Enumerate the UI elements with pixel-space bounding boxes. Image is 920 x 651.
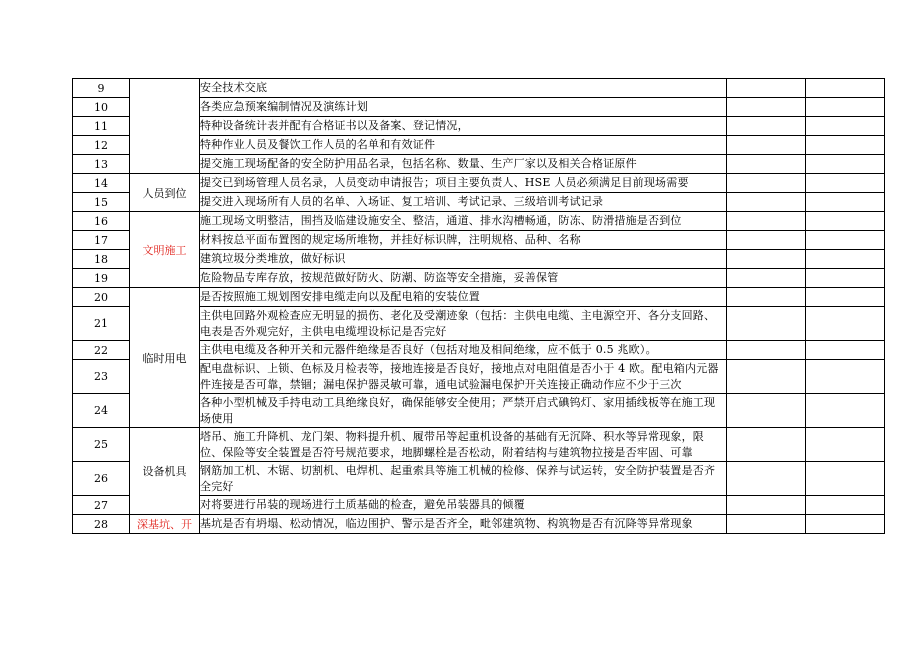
blank-cell: [727, 136, 806, 155]
blank-cell: [806, 79, 885, 98]
blank-cell: [727, 98, 806, 117]
blank-cell: [727, 212, 806, 231]
category-civilized: 文明施工: [130, 212, 200, 288]
blank-cell: [806, 428, 885, 462]
blank-cell: [806, 117, 885, 136]
category-equipment: 设备机具: [130, 428, 200, 515]
category-personnel: 人员到位: [130, 174, 200, 212]
row-content: 对将要进行吊装的现场进行土质基础的检查，避免吊装器具的倾覆: [200, 496, 727, 515]
blank-cell: [727, 250, 806, 269]
row-content: 各类应急预案编制情况及演练计划: [200, 98, 727, 117]
row-content: 配电盘标识、上锁、色标及月检表等，接地连接是否良好，接地点对电阻值是否小于 4 欧。配电箱内元器件连接是否可靠，禁锢；漏电保护器灵敏可靠，通电试验漏电保护开关连接正确动作应不少于三次: [200, 360, 727, 394]
blank-cell: [727, 360, 806, 394]
row-number: 15: [73, 193, 130, 212]
blank-cell: [806, 462, 885, 496]
blank-cell: [806, 360, 885, 394]
blank-cell: [727, 394, 806, 428]
blank-cell: [806, 341, 885, 360]
row-content: 钢筋加工机、木锯、切割机、电焊机、起重索具等施工机械的检修、保养与试运转，安全防护装置是否齐全完好: [200, 462, 727, 496]
row-content: 施工现场文明整洁，围挡及临建设施安全、整洁，通道、排水沟槽畅通，防冻、防滑措施是否到位: [200, 212, 727, 231]
row-number: 18: [73, 250, 130, 269]
blank-cell: [727, 496, 806, 515]
row-number: 13: [73, 155, 130, 174]
table-row: [73, 212, 885, 231]
table-row: [73, 515, 885, 534]
row-content: 提交施工现场配备的安全防护用品名录，包括名称、数量、生产厂家以及相关合格证原件: [200, 155, 727, 174]
blank-cell: [806, 269, 885, 288]
blank-cell: [727, 515, 806, 534]
row-content: 危险物品专库存放，按规范做好防火、防潮、防盗等安全措施，妥善保管: [200, 269, 727, 288]
blank-cell: [727, 428, 806, 462]
blank-cell: [806, 231, 885, 250]
row-content: 特种设备统计表并配有合格证书以及备案、登记情况，: [200, 117, 727, 136]
row-content: 建筑垃圾分类堆放，做好标识: [200, 250, 727, 269]
row-number: 10: [73, 98, 130, 117]
blank-cell: [806, 307, 885, 341]
category-cell-empty: [130, 79, 200, 174]
row-number: 25: [73, 428, 130, 462]
row-content: 主供电回路外观检查应无明显的损伤、老化及受潮迹象（包括：主供电电缆、主电源空开、各分支回路、电表是否外观完好，主供电电缆埋设标记是否完好: [200, 307, 727, 341]
row-number: 23: [73, 360, 130, 394]
row-content: 基坑是否有坍塌、松动情况，临边围护、警示是否齐全，毗邻建筑物、构筑物是否有沉降等异常现象: [200, 515, 727, 534]
blank-cell: [727, 193, 806, 212]
blank-cell: [727, 79, 806, 98]
row-content: 特种作业人员及餐饮工作人员的名单和有效证件: [200, 136, 727, 155]
table-row: [73, 174, 885, 193]
blank-cell: [806, 193, 885, 212]
table-row: [73, 288, 885, 307]
blank-cell: [727, 462, 806, 496]
table-row: [73, 79, 885, 98]
blank-cell: [806, 394, 885, 428]
blank-cell: [806, 515, 885, 534]
row-number: 20: [73, 288, 130, 307]
table-row: [73, 428, 885, 462]
blank-cell: [727, 231, 806, 250]
row-number: 12: [73, 136, 130, 155]
blank-cell: [806, 288, 885, 307]
row-number: 28: [73, 515, 130, 534]
row-number: 11: [73, 117, 130, 136]
row-content: 主供电电缆及各种开关和元器件绝缘是否良好（包括对地及相间绝缘，应不低于 0.5 兆欧）。: [200, 341, 727, 360]
row-number: 22: [73, 341, 130, 360]
blank-cell: [806, 496, 885, 515]
row-content: 提交已到场管理人员名录，人员变动申请报告；项目主要负责人、HSE 人员必须满足目前现场需要: [200, 174, 727, 193]
row-content: 是否按照施工规划图安排电缆走向以及配电箱的安装位置: [200, 288, 727, 307]
inspection-table: [72, 78, 885, 534]
row-content: 各种小型机械及手持电动工具绝缘良好，确保能够安全使用；严禁开启式碘钨灯、家用插线板等在施工现场使用: [200, 394, 727, 428]
blank-cell: [806, 136, 885, 155]
row-content: 安全技术交底: [200, 79, 727, 98]
blank-cell: [806, 174, 885, 193]
row-number: 21: [73, 307, 130, 341]
row-content: 材料按总平面布置图的规定场所堆物，并挂好标识牌，注明规格、品种、名称: [200, 231, 727, 250]
blank-cell: [727, 174, 806, 193]
row-content: 塔吊、施工升降机、龙门架、物料提升机、履带吊等起重机设备的基础有无沉降、积水等异常现象，限位、保险等安全装置是否符号规范要求，地脚螺栓是否松动，附着结构与建筑物拉接是否牢固、可靠: [200, 428, 727, 462]
row-number: 19: [73, 269, 130, 288]
row-number: 26: [73, 462, 130, 496]
row-number: 17: [73, 231, 130, 250]
category-temp-power: 临时用电: [130, 288, 200, 428]
blank-cell: [806, 155, 885, 174]
row-number: 14: [73, 174, 130, 193]
blank-cell: [727, 117, 806, 136]
blank-cell: [727, 307, 806, 341]
row-number: 24: [73, 394, 130, 428]
blank-cell: [806, 212, 885, 231]
blank-cell: [806, 250, 885, 269]
row-number: 27: [73, 496, 130, 515]
blank-cell: [727, 155, 806, 174]
category-foundation-pit: 深基坑、开: [130, 515, 200, 534]
row-number: 9: [73, 79, 130, 98]
row-number: 16: [73, 212, 130, 231]
row-content: 提交进入现场所有人员的名单、入场证、复工培训、考试记录、三级培训考试记录: [200, 193, 727, 212]
blank-cell: [806, 98, 885, 117]
blank-cell: [727, 269, 806, 288]
blank-cell: [727, 341, 806, 360]
blank-cell: [727, 288, 806, 307]
